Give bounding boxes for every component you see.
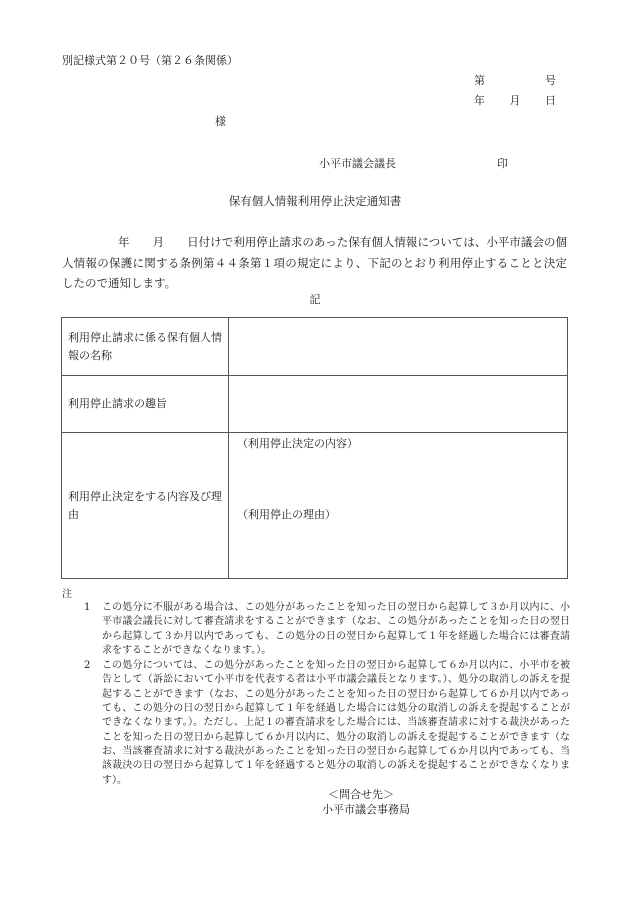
row-value-decision <box>229 433 568 579</box>
decision-reason-label: （利用停止の理由） <box>237 508 336 521</box>
date-day: 日 <box>545 94 556 107</box>
row-label-decision: 利用停止決定をする内容及び理由 <box>62 433 229 579</box>
row-label-request-purpose: 利用停止請求の趣旨 <box>62 376 229 433</box>
row-value-info-name <box>229 318 568 376</box>
sender-title: 小平市議会議長 <box>319 157 396 170</box>
row-label-info-name: 利用停止請求に係る保有個人情報の名称 <box>62 318 229 376</box>
form-number-label: 別記様式第２０号（第２６条関係） <box>62 54 238 67</box>
note-item <box>84 601 570 658</box>
decision-content-label: （利用停止決定の内容） <box>237 437 358 450</box>
note-item <box>84 659 570 788</box>
info-table <box>61 317 568 579</box>
addressee-suffix: 様 <box>215 115 226 128</box>
row-value-request-purpose <box>229 376 568 433</box>
table-row <box>62 318 568 376</box>
ki-heading: 記 <box>309 293 321 306</box>
date-month: 月 <box>509 94 521 107</box>
seal-mark: 印 <box>497 157 508 170</box>
notes-list <box>84 601 570 789</box>
document-title: 保有個人情報利用停止決定通知書 <box>228 194 402 208</box>
note-text: この処分に不服がある場合は、この処分があったことを知った日の翌日から起算して３か月以内に、小平市議会議長に対して審査請求をすることができます（なお、この処分があったことを知った日の翌日から起算して３か月以内であっても、この処分の日の翌日から起算して１年を経過した場合には審査請求をすることができなくなります。）。 <box>102 602 570 656</box>
body-paragraph: 年 月 日付けで利用停止請求のあった保有個人情報については、小平市議会の個人情報の保護に関する条例第４４条第１項の規定により、下記のとおり利用停止することと決定したので通知します。 <box>62 235 567 290</box>
date-line <box>474 92 556 108</box>
document-number-line <box>474 72 556 88</box>
contact-heading: ＜問合せ先＞ <box>328 788 394 801</box>
contact-organization: 小平市議会事務局 <box>322 803 410 816</box>
table-row <box>62 376 568 433</box>
note-number: 2 <box>84 660 91 672</box>
date-year: 年 <box>474 94 485 107</box>
notes-heading: 注 <box>62 589 72 600</box>
table-row <box>62 433 568 579</box>
note-text: この処分については、この処分があったことを知った日の翌日から起算して６か月以内に、小平市を被告として（訴訟において小平市を代表する者は小平市議会議長となります。）、処分の取消しの訴えを提起することができます（なお、この処分があったことを知った日の翌日から起算して６か月以内であっても、この処分の日の翌日から起算して１年を経過した場合には処分の取消しの訴えを提起することができなくなります。）。ただし、上記１の審査請求をした場合には、当該審査請求に対する裁決があったことを知った日の翌日から起算して６か月以内に、処分の取消しの訴えを提起することができます（なお、当該審査請求に対する裁決があったことを知った日の翌日から起算して６か月以内であっても、当該裁決の日の翌日から起算して１年を経過すると処分の取消しの訴えを提起することができなくなります）。 <box>102 660 570 786</box>
note-number: 1 <box>84 602 91 613</box>
number-suffix: 号 <box>545 74 556 87</box>
number-prefix: 第 <box>474 74 485 87</box>
